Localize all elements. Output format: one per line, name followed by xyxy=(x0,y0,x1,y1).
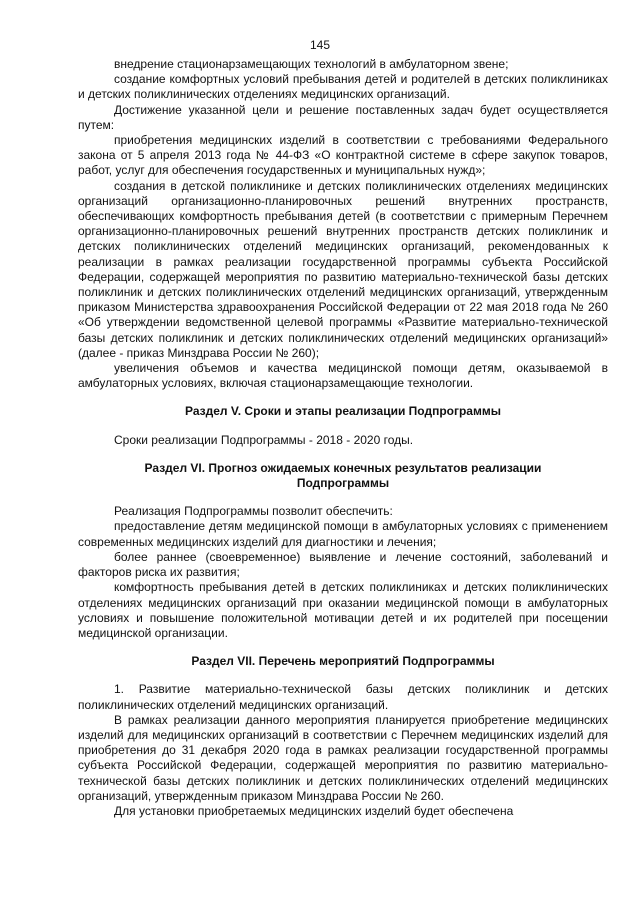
paragraph: внедрение стационарзамещающих технологий в амбулаторном звене; xyxy=(114,57,509,71)
paragraph: Достижение указанной цели и решение поставленных задач будет осуществляется путем: xyxy=(78,102,608,132)
paragraph: В рамках реализации данного мероприятия планируется приобретение медицинских изделий для медицинских организаций в соответствии с Перечнем медицинских изделий для приобретения до 31 декабря 2020 года в рамках реализации государственной программы субъекта Российской Федерации, содержащей мероприятия по развитию материально-технической базы детских поликлиник и детских поликлинических отделений медицинских организаций, утвержденным приказом Минздрава России № 260. xyxy=(78,712,608,803)
paragraph: Реализация Подпрограммы позволит обеспечить: xyxy=(114,504,393,519)
document-body xyxy=(78,57,608,819)
paragraph: создание комфортных условий пребывания детей и родителей в детских поликлиниках и детских поликлинических отделениях медицинских организаций. xyxy=(78,72,608,102)
paragraph: Сроки реализации Подпрограммы - 2018 - 2020 годы. xyxy=(114,432,414,447)
paragraph: предоставление детям медицинской помощи в амбулаторных условиях с применением современных медицинских изделий для диагностики и лечения; xyxy=(78,519,608,549)
paragraph: комфортность пребывания детей в детских поликлиниках и детских поликлинических отделениях медицинских организаций при оказании медицинской помощи в амбулаторных условиях и повышение положительной мотивации детей и их родителей при посещении медицинской организации. xyxy=(78,580,608,640)
paragraph: 1. Развитие материально-технической базы детских поликлиник и детских поликлинических отделений медицинских организаций. xyxy=(78,682,608,712)
paragraph: увеличения объемов и качества медицинской помощи детям, оказываемой в амбулаторных условиях, включая стационарзамещающие технологии. xyxy=(78,361,608,391)
paragraph: приобретения медицинских изделий в соответствии с требованиями Федерального закона от 5 апреля 2013 года № 44-ФЗ «О контрактной системе в сфере закупок товаров, работ, услуг для обеспечения государственных и муниципальных нужд»; xyxy=(78,133,608,178)
paragraph: более раннее (своевременное) выявление и лечение состояний, заболеваний и факторов риска их развития; xyxy=(78,549,608,580)
paragraph: создания в детской поликлинике и детских поликлинических отделениях медицинских организаций организационно-планировочных решений внутренних пространств, обеспечивающих комфортность пребывания детей (в соответствии с примерным Перечнем организационно-планировочных решений внутренних пространств детских поликлиник и детских поликлинических отделений медицинских организаций, рекомендованных к реализации в рамках реализации государственной программы субъекта Российской Федерации, содержащей мероприятия по развитию материально-технической базы детских поликлиник и детских поликлинических отделений медицинских организаций, утвержденным приказом Министерства здравоохранения Российской Федерации от 22 мая 2018 года № 260 «Об утверждении ведомственной целевой программы «Развитие материально-технической базы детских поликлиник и детских поликлинических отделений медицинских организаций» (далее - приказ Минздрава России № 260); xyxy=(78,178,608,360)
section-heading: Раздел VI. Прогноз ожидаемых конечных результатов реализации Подпрограммы xyxy=(144,460,542,491)
section-heading: Раздел VII. Перечень мероприятий Подпрограммы xyxy=(191,654,495,669)
paragraph: Для установки приобретаемых медицинских изделий будет обеспечена xyxy=(114,803,514,818)
section-heading: Раздел V. Сроки и этапы реализации Подпрограммы xyxy=(184,404,501,419)
page-number: 145 xyxy=(309,38,331,52)
